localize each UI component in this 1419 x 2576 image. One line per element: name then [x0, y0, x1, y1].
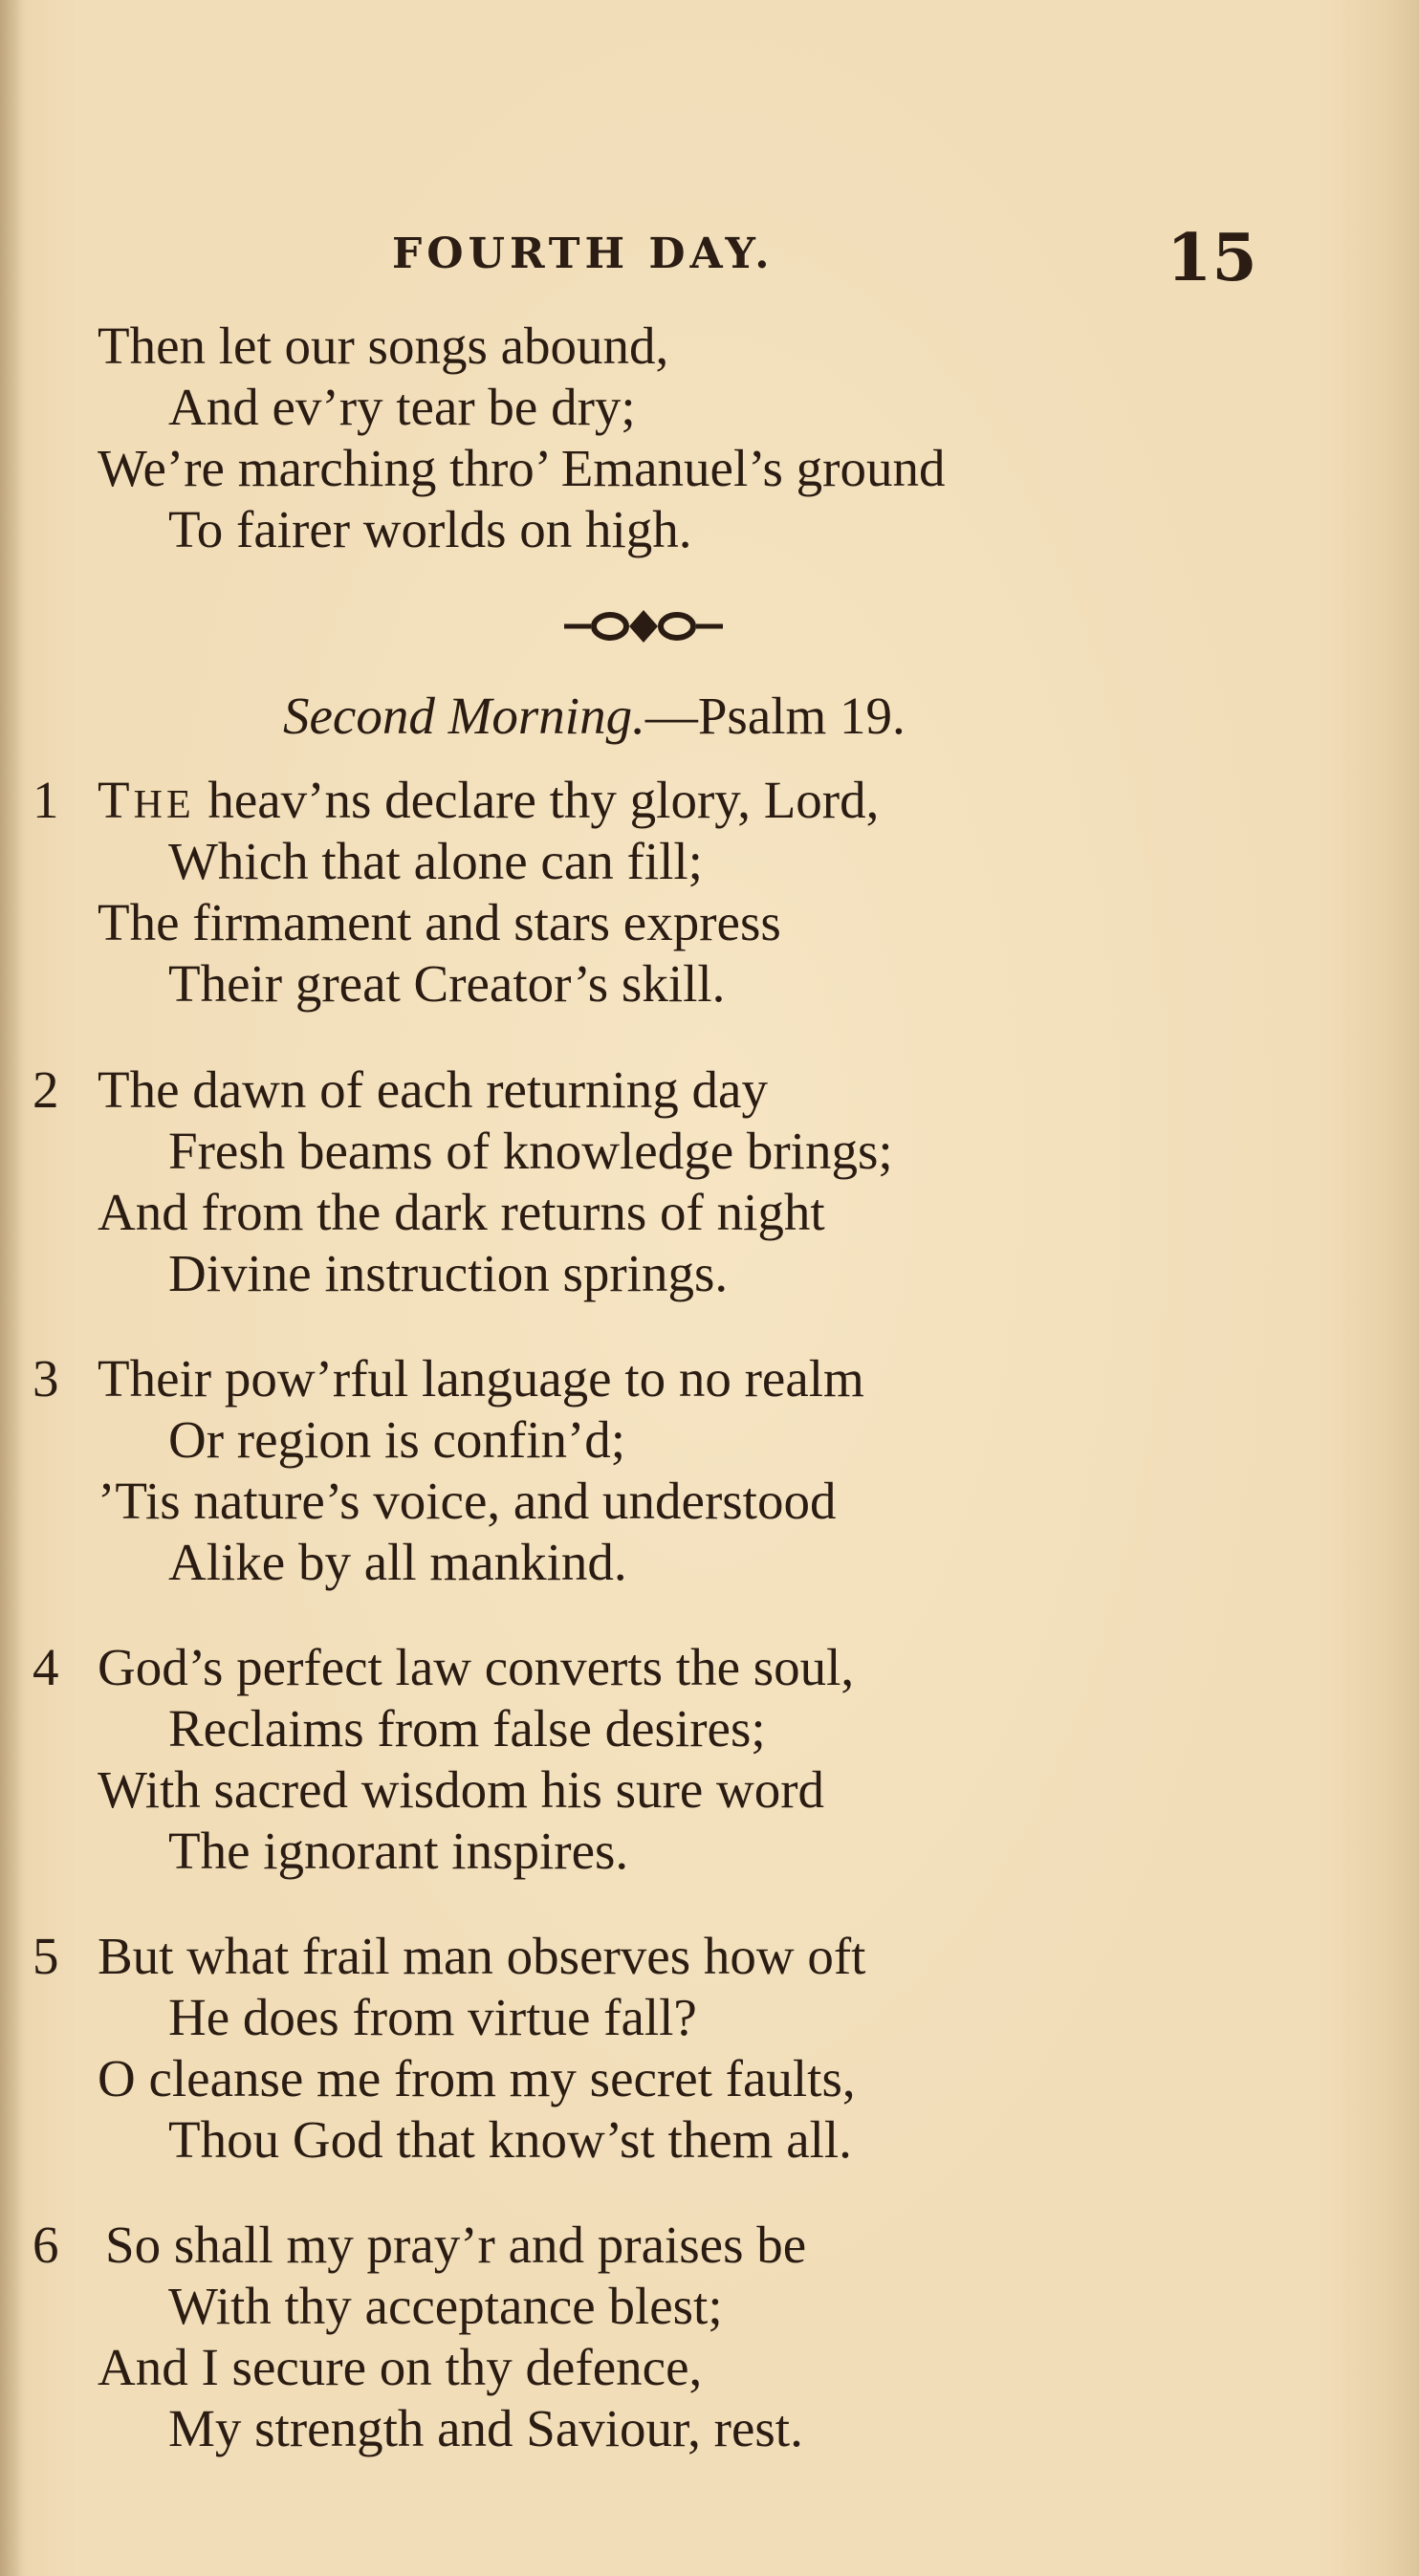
- verse-line: THE heav’ns declare thy glory, Lord,: [98, 771, 880, 829]
- verse-line: O cleanse me from my secret faults,: [98, 2049, 856, 2107]
- verse-line: To fairer worlds on high.: [168, 500, 692, 558]
- ornament-divider: [562, 602, 725, 650]
- verse-line: And ev’ry tear be dry;: [168, 378, 636, 436]
- verse-line: He does from virtue fall?: [168, 1988, 697, 2046]
- stanza-number: 6: [33, 2216, 59, 2274]
- verse-line: Fresh beams of knowledge brings;: [168, 1122, 893, 1180]
- verse-line: But what frail man observes how oft: [98, 1927, 866, 1985]
- verse-line: And from the dark returns of night: [98, 1183, 825, 1241]
- verse-line: Reclaims from false desires;: [168, 1699, 766, 1757]
- page-number: 15: [1167, 220, 1257, 296]
- verse-line: Or region is confin’d;: [168, 1410, 626, 1469]
- verse-line: My strength and Saviour, rest.: [168, 2399, 803, 2457]
- page-header: [0, 220, 1419, 306]
- verse-line: And I secure on thy defence,: [98, 2338, 703, 2396]
- small-caps-opening: THE: [98, 771, 195, 829]
- subtitle-italic: Second Morning.: [283, 687, 645, 745]
- verse-line: So shall my pray’r and praises be: [105, 2216, 807, 2274]
- verse-line: With sacred wisdom his sure word: [98, 1760, 825, 1819]
- verse-line: The ignorant inspires.: [168, 1822, 629, 1880]
- verse-line: We’re marching thro’ Emanuel’s ground: [98, 439, 946, 497]
- subtitle-psalm: —Psalm 19.: [644, 687, 906, 745]
- page-gutter-shadow: [0, 0, 23, 2576]
- stanza-number: 3: [33, 1349, 59, 1408]
- verse-line: Their pow’rful language to no realm: [98, 1349, 864, 1408]
- running-head: FOURTH DAY.: [392, 229, 775, 278]
- verse-line: Which that alone can fill;: [168, 832, 703, 890]
- stanza-number: 2: [33, 1060, 59, 1119]
- verse-line: Thou God that know’st them all.: [168, 2110, 852, 2169]
- verse-line: Alike by all mankind.: [168, 1533, 627, 1591]
- stanza-number: 1: [33, 771, 59, 829]
- verse-line: The firmament and stars express: [98, 893, 781, 951]
- verse-line: Then let our songs abound,: [98, 317, 669, 375]
- verse-line: God’s perfect law converts the soul,: [98, 1638, 855, 1696]
- section-subtitle: [283, 686, 906, 747]
- stanza-number: 5: [33, 1927, 59, 1985]
- verse-line: Their great Creator’s skill.: [168, 954, 726, 1013]
- stanza-number: 4: [33, 1638, 59, 1696]
- verse-line: Divine instruction springs.: [168, 1244, 729, 1302]
- verse-line: The dawn of each returning day: [98, 1060, 768, 1119]
- verse-line: With thy acceptance blest;: [168, 2277, 723, 2335]
- verse-line: ’Tis nature’s voice, and understood: [98, 1472, 837, 1530]
